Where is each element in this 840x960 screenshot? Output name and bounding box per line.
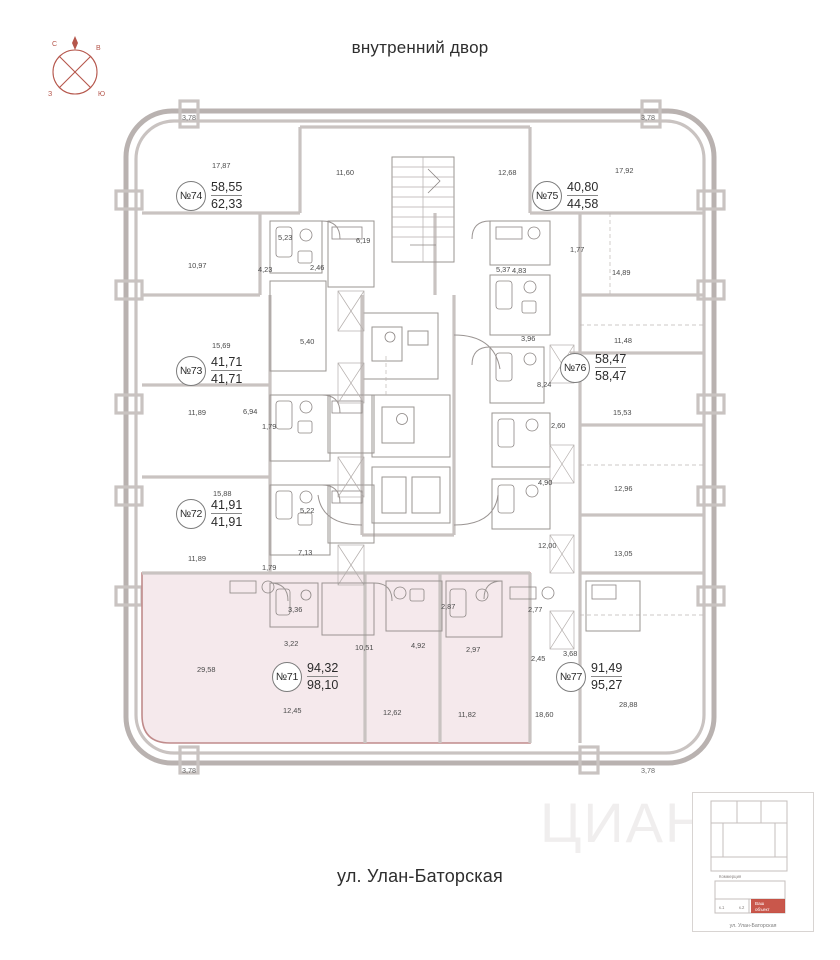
apartment-number-73: №73 bbox=[176, 356, 206, 386]
room-area-r15: 3,96 bbox=[521, 334, 536, 343]
apartment-areas-74 bbox=[211, 180, 242, 211]
room-area-r28: 11,89 bbox=[188, 554, 206, 563]
apartment-area-living-74: 58,55 bbox=[211, 180, 243, 194]
apartment-badge-77[interactable] bbox=[556, 661, 622, 692]
room-area-r8: 2,46 bbox=[310, 263, 325, 272]
apartment-number-71: №71 bbox=[272, 662, 302, 692]
room-area-r32: 13,05 bbox=[614, 549, 633, 558]
room-area-r18: 11,89 bbox=[188, 408, 206, 417]
svg-text:к.1: к.1 bbox=[719, 905, 725, 910]
room-area-r31: 12,00 bbox=[538, 541, 557, 550]
apartment-areas-72 bbox=[211, 498, 242, 529]
apartment-area-total-75: 44,58 bbox=[567, 197, 599, 211]
room-area-r12: 4,83 bbox=[512, 266, 527, 275]
svg-text:В: В bbox=[96, 45, 101, 52]
room-area-r29: 7,13 bbox=[298, 548, 313, 557]
room-area-r7: 4,23 bbox=[258, 265, 273, 274]
apartment-area-living-75: 40,80 bbox=[567, 180, 599, 194]
room-area-r21: 8,24 bbox=[537, 380, 552, 389]
room-area-r3: 12,68 bbox=[498, 168, 517, 177]
room-area-r34: 2,87 bbox=[441, 602, 456, 611]
room-area-r10: 1,77 bbox=[570, 245, 585, 254]
room-area-r6: 5,23 bbox=[278, 233, 293, 242]
svg-text:к.2: к.2 bbox=[739, 905, 745, 910]
room-area-r23: 15,53 bbox=[613, 408, 632, 417]
svg-text:объект: объект bbox=[755, 907, 770, 912]
apartment-area-total-76: 58,47 bbox=[595, 369, 627, 383]
room-area-r20: 1,79 bbox=[262, 422, 277, 431]
apartment-areas-77 bbox=[591, 661, 622, 692]
edge-dimension-top-left: 3,78 bbox=[182, 113, 196, 122]
room-area-r11: 5,37 bbox=[496, 265, 511, 274]
apartment-area-total-73: 41,71 bbox=[211, 372, 243, 386]
apartment-badge-75[interactable] bbox=[532, 180, 598, 211]
room-area-r4: 17,92 bbox=[615, 166, 634, 175]
apartment-areas-71 bbox=[307, 661, 338, 692]
apartment-badge-72[interactable] bbox=[176, 498, 242, 529]
key-plan-caption: ул. Улан-Баторская bbox=[729, 923, 777, 929]
room-area-r24: 15,88 bbox=[213, 489, 232, 498]
room-area-r16: 11,48 bbox=[614, 336, 632, 345]
room-area-r25: 5,22 bbox=[300, 506, 315, 515]
apartment-number-77: №77 bbox=[556, 662, 586, 692]
apartment-number-75: №75 bbox=[532, 181, 562, 211]
edge-dimension-bottom-left: 3,78 bbox=[182, 766, 196, 775]
apartment-badge-73[interactable] bbox=[176, 355, 242, 386]
room-area-r5: 10,97 bbox=[188, 261, 207, 270]
room-area-r38: 10,51 bbox=[355, 643, 374, 652]
apartment-area-total-72: 41,91 bbox=[211, 515, 243, 529]
room-area-r43: 28,88 bbox=[619, 700, 638, 709]
apartment-areas-76 bbox=[595, 352, 626, 383]
room-area-r9: 6,19 bbox=[356, 236, 371, 245]
apartment-area-total-74: 62,33 bbox=[211, 197, 243, 211]
room-area-r42: 3,68 bbox=[563, 649, 578, 658]
apartment-area-living-73: 41,71 bbox=[211, 355, 243, 369]
apartment-number-72: №72 bbox=[176, 499, 206, 529]
room-area-r2: 11,60 bbox=[336, 168, 354, 177]
apartment-area-living-72: 41,91 bbox=[211, 498, 243, 512]
apartment-badge-71[interactable] bbox=[272, 661, 338, 692]
apartment-area-living-71: 94,32 bbox=[307, 661, 339, 675]
svg-text:З: З bbox=[48, 91, 53, 98]
apartment-area-living-77: 91,49 bbox=[591, 661, 623, 675]
top-street-label: внутренний двор bbox=[351, 38, 489, 57]
apartment-number-74: №74 bbox=[176, 181, 206, 211]
svg-text:С: С bbox=[52, 41, 58, 48]
bottom-street-label: ул. Улан-Баторская bbox=[337, 866, 503, 886]
room-area-r36: 29,58 bbox=[197, 665, 216, 674]
room-area-r27: 12,96 bbox=[614, 484, 633, 493]
room-area-r13: 14,89 bbox=[612, 268, 631, 277]
room-area-r44: 12,45 bbox=[283, 706, 302, 715]
room-area-r39: 4,92 bbox=[411, 641, 426, 650]
apartment-badge-74[interactable] bbox=[176, 180, 242, 211]
apartment-areas-75 bbox=[567, 180, 598, 211]
apartment-badge-76[interactable] bbox=[560, 352, 626, 383]
svg-text:Ваш: Ваш bbox=[755, 901, 765, 906]
room-area-r46: 11,82 bbox=[458, 710, 476, 719]
compass-rose bbox=[30, 30, 120, 110]
key-plan[interactable] bbox=[692, 792, 814, 932]
room-area-r41: 2,45 bbox=[531, 654, 546, 663]
apartment-area-total-71: 98,10 bbox=[307, 678, 339, 692]
room-area-r30: 1,79 bbox=[262, 563, 277, 572]
edge-dimension-bottom-right: 3,78 bbox=[641, 766, 655, 775]
room-area-r37: 3,22 bbox=[284, 639, 299, 648]
room-area-r40: 2,97 bbox=[466, 645, 481, 654]
room-area-r35: 2,77 bbox=[528, 605, 543, 614]
room-area-r14: 5,40 bbox=[300, 337, 315, 346]
svg-text:Коммерция: Коммерция bbox=[719, 874, 742, 879]
svg-text:Ю: Ю bbox=[98, 91, 106, 98]
edge-dimension-top-right: 3,78 bbox=[641, 113, 655, 122]
room-area-r47: 18,60 bbox=[535, 710, 554, 719]
room-area-r17: 15,69 bbox=[212, 341, 231, 350]
watermark: ЦИАН bbox=[540, 791, 708, 854]
apartment-number-76: №76 bbox=[560, 353, 590, 383]
apartment-area-living-76: 58,47 bbox=[595, 352, 627, 366]
room-area-r45: 12,62 bbox=[383, 708, 402, 717]
apartment-areas-73 bbox=[211, 355, 242, 386]
room-area-r33: 3,36 bbox=[288, 605, 303, 614]
apartment-area-total-77: 95,27 bbox=[591, 678, 623, 692]
room-area-r22: 2,60 bbox=[551, 421, 566, 430]
room-area-r19: 6,94 bbox=[243, 407, 258, 416]
room-area-r26: 4,90 bbox=[538, 478, 553, 487]
room-area-r1: 17,87 bbox=[212, 161, 231, 170]
